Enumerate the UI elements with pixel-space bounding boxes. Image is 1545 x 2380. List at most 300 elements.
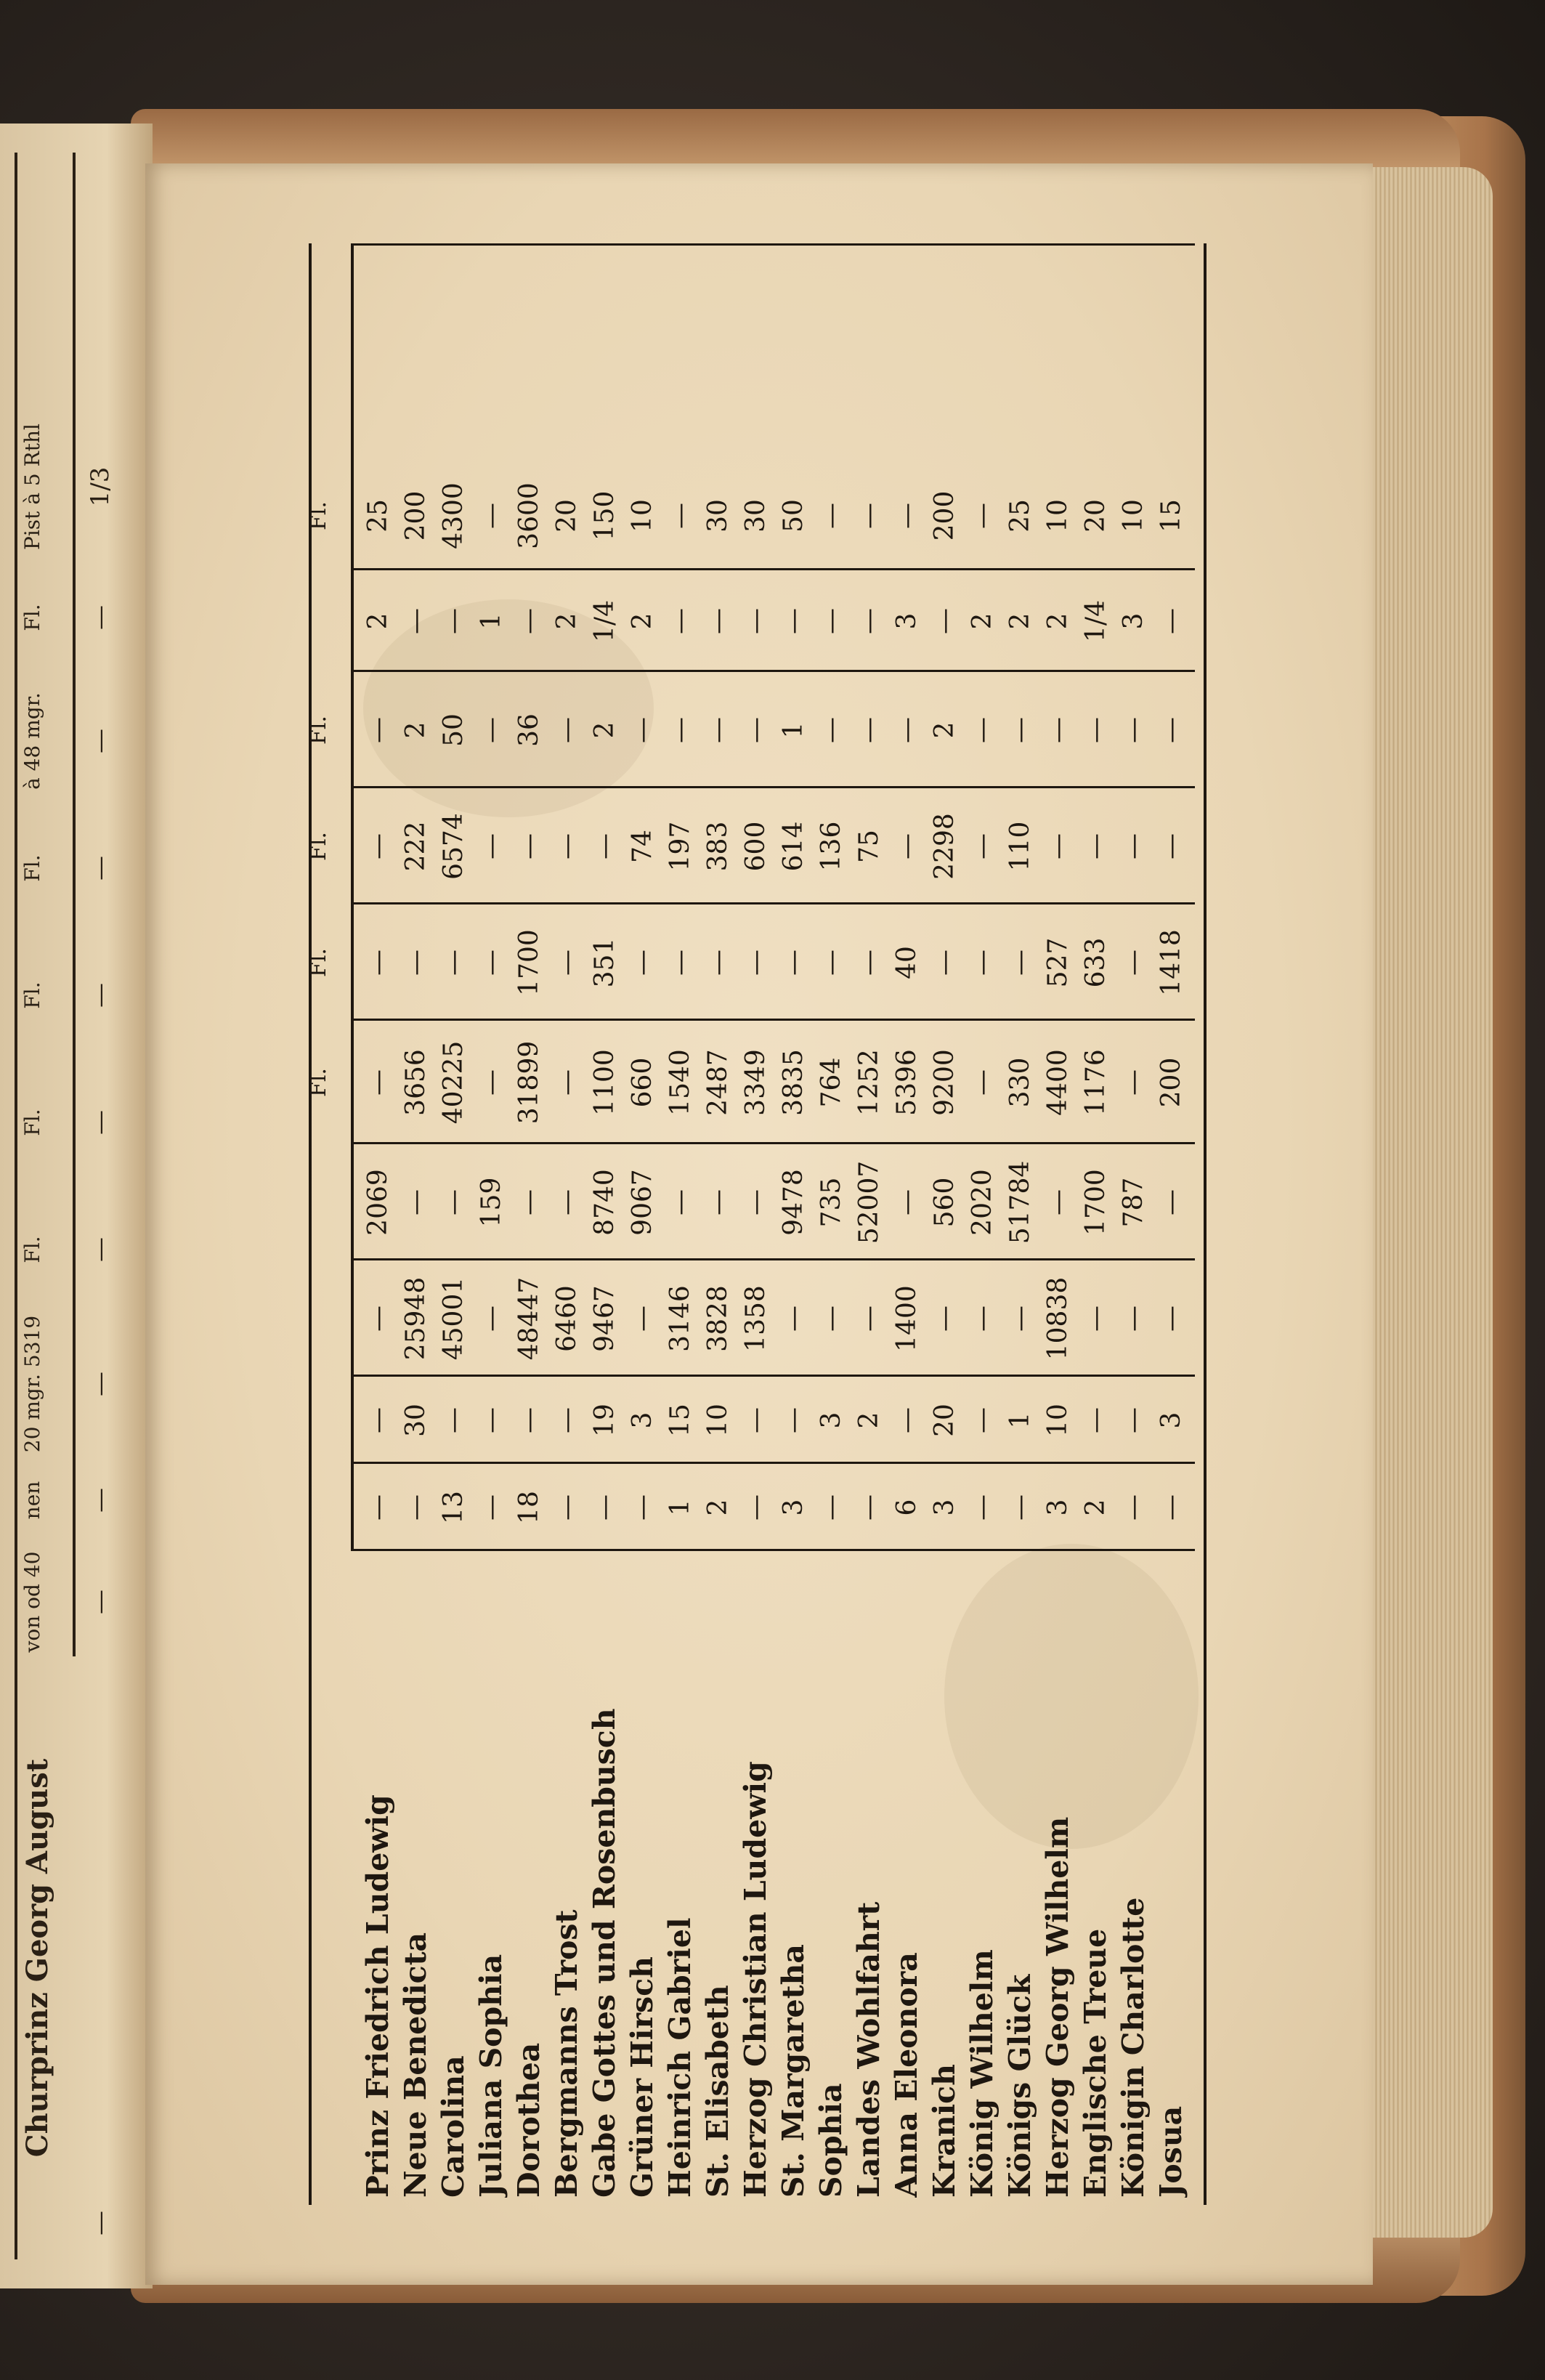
table-cell: — bbox=[892, 1189, 922, 1215]
table-cell: — bbox=[665, 717, 695, 743]
table-cell: 3 bbox=[930, 1499, 960, 1516]
table-cell: 50 bbox=[439, 713, 469, 747]
table-cell: 10 bbox=[628, 499, 657, 533]
table-cell: — bbox=[1156, 833, 1186, 859]
table-cell: — bbox=[1081, 717, 1111, 743]
left-table-cell: — bbox=[86, 1237, 115, 1262]
table-cell: — bbox=[779, 950, 808, 976]
table-cell: 1 bbox=[1005, 1412, 1035, 1429]
table-cell: 3349 bbox=[741, 1049, 771, 1116]
table-cell: — bbox=[401, 1494, 431, 1521]
table-column-header: Fl. bbox=[306, 832, 331, 861]
table-cell: 2298 bbox=[930, 813, 960, 880]
table-cell: — bbox=[1119, 1494, 1148, 1521]
table-cell: — bbox=[703, 950, 733, 976]
table-row bbox=[1077, 243, 1114, 2205]
table-cell: — bbox=[741, 1189, 771, 1215]
mine-name: Königs Glück bbox=[1002, 1974, 1037, 2198]
table-cell: 1176 bbox=[1081, 1049, 1111, 1116]
table-cell: — bbox=[816, 717, 846, 743]
left-page-table bbox=[7, 153, 145, 2259]
table-cell: 40225 bbox=[439, 1040, 469, 1125]
table-cell: 30 bbox=[741, 499, 771, 533]
table-cell: 30 bbox=[401, 1404, 431, 1437]
table-cell: — bbox=[477, 717, 506, 743]
table-cell: — bbox=[363, 950, 393, 976]
table-cell: 9200 bbox=[930, 1049, 960, 1116]
left-table-rule bbox=[15, 153, 17, 2259]
table-cell: — bbox=[930, 1306, 960, 1332]
mine-name: Prinz Friedrich Ludewig bbox=[360, 1794, 395, 2198]
table-cell: 2 bbox=[401, 721, 431, 739]
table-cell: 3 bbox=[816, 1412, 846, 1429]
mine-name: Englische Treue bbox=[1078, 1928, 1113, 2198]
table-cell: — bbox=[552, 833, 582, 859]
table-row bbox=[1115, 243, 1152, 2205]
table-cell: — bbox=[590, 833, 620, 859]
table-cell: 10 bbox=[703, 1404, 733, 1437]
left-table-cell: — bbox=[86, 983, 115, 1008]
table-cell: 15 bbox=[1156, 499, 1186, 533]
table-cell: 51784 bbox=[1005, 1160, 1035, 1244]
table-cell: — bbox=[1119, 1069, 1148, 1096]
table-row bbox=[360, 243, 397, 2205]
table-cell: — bbox=[741, 1494, 771, 1521]
table-cell: — bbox=[703, 1189, 733, 1215]
table-cell: 1 bbox=[477, 612, 506, 630]
table-cell: 3 bbox=[1119, 612, 1148, 630]
left-table-cell: 1/3 bbox=[86, 466, 115, 507]
left-table-cell: — bbox=[86, 1372, 115, 1396]
table-cell: — bbox=[1119, 1306, 1148, 1332]
table-cell: — bbox=[930, 608, 960, 634]
table-cell: — bbox=[363, 833, 393, 859]
table-cell: — bbox=[1081, 833, 1111, 859]
table-row bbox=[548, 243, 585, 2205]
left-table-header: Fl. bbox=[20, 981, 44, 1009]
mine-name: Josua bbox=[1153, 2105, 1188, 2198]
table-cell: — bbox=[779, 608, 808, 634]
table-cell: 614 bbox=[779, 821, 808, 872]
mine-name: Königin Charlotte bbox=[1116, 1897, 1151, 2198]
table-cell: — bbox=[514, 1189, 544, 1215]
mine-name: Anna Eleonora bbox=[889, 1952, 924, 2198]
table-cell: — bbox=[892, 717, 922, 743]
table-cell: 3 bbox=[628, 1412, 657, 1429]
table-column-header bbox=[309, 1377, 349, 1464]
table-cell: — bbox=[514, 608, 544, 634]
table-cell: 527 bbox=[1043, 937, 1073, 988]
table-cell: — bbox=[968, 503, 997, 529]
table-cell: — bbox=[363, 1494, 393, 1521]
table-cell: — bbox=[552, 717, 582, 743]
table-cell: — bbox=[1119, 717, 1148, 743]
table-cell: 4400 bbox=[1043, 1049, 1073, 1116]
table-cell: — bbox=[514, 833, 544, 859]
table-header-rule bbox=[351, 243, 354, 1551]
left-table-header: 20 mgr. 5319 bbox=[20, 1315, 44, 1453]
table-cell: — bbox=[1081, 1306, 1111, 1332]
table-cell: — bbox=[968, 1407, 997, 1433]
table-cell: 2 bbox=[1043, 612, 1073, 630]
left-table-header: Fl. bbox=[20, 1236, 44, 1263]
table-row bbox=[586, 243, 623, 2205]
table-cell: 560 bbox=[930, 1177, 960, 1228]
table-cell: 2 bbox=[930, 721, 960, 739]
table-row bbox=[851, 243, 888, 2205]
table-cell: 75 bbox=[854, 830, 884, 863]
table-cell: 3146 bbox=[665, 1285, 695, 1352]
mine-name: Grüner Hirsch bbox=[625, 1956, 660, 2198]
table-cell: 8740 bbox=[590, 1169, 620, 1236]
table-cell: — bbox=[1119, 1407, 1148, 1433]
table-cell: 25 bbox=[1005, 499, 1035, 533]
left-table-header: Churprinz Georg August bbox=[20, 1758, 54, 2158]
table-cell: — bbox=[1156, 1494, 1186, 1521]
table-cell: 13 bbox=[439, 1491, 469, 1524]
table-cell: 18 bbox=[514, 1491, 544, 1524]
mine-name: Carolina bbox=[436, 2055, 471, 2198]
table-cell: 197 bbox=[665, 821, 695, 872]
table-cell: 1/4 bbox=[1081, 600, 1111, 642]
table-cell: 20 bbox=[552, 499, 582, 533]
table-cell: 3828 bbox=[703, 1285, 733, 1352]
mine-name: Heinrich Gabriel bbox=[662, 1917, 697, 2198]
table-cell: 2 bbox=[968, 612, 997, 630]
table-cell: 10 bbox=[1119, 499, 1148, 533]
table-cell: — bbox=[703, 717, 733, 743]
table-cell: — bbox=[779, 1407, 808, 1433]
table-cell: — bbox=[628, 717, 657, 743]
table-cell: — bbox=[439, 950, 469, 976]
table-row bbox=[397, 243, 434, 2205]
table-row bbox=[1153, 243, 1190, 2205]
table-column-header: Fl. bbox=[306, 1068, 331, 1097]
left-table-cell: — bbox=[86, 1488, 115, 1513]
table-cell: 74 bbox=[628, 830, 657, 863]
mine-name: Herzog Christian Ludewig bbox=[738, 1761, 773, 2198]
table-cell: — bbox=[477, 1407, 506, 1433]
table-cell: — bbox=[363, 1306, 393, 1332]
table-cell: 6574 bbox=[439, 813, 469, 880]
table-row bbox=[888, 243, 925, 2205]
table-cell: — bbox=[439, 608, 469, 634]
left-table-cell: — bbox=[86, 605, 115, 630]
table-cell: 1418 bbox=[1156, 929, 1186, 996]
rotated-table-wrapper bbox=[306, 243, 1209, 2205]
table-cell: — bbox=[628, 1306, 657, 1332]
left-facing-page bbox=[0, 124, 153, 2288]
table-cell: 25 bbox=[363, 499, 393, 533]
table-cell: — bbox=[363, 717, 393, 743]
table-cell: 2 bbox=[363, 612, 393, 630]
table-row bbox=[926, 243, 963, 2205]
table-cell: — bbox=[401, 1189, 431, 1215]
table-row bbox=[964, 243, 1001, 2205]
mine-name: Dorothea bbox=[511, 2042, 546, 2198]
table-cell: 222 bbox=[401, 821, 431, 872]
table-cell: 9478 bbox=[779, 1169, 808, 1236]
table-cell: — bbox=[854, 717, 884, 743]
table-cell: 150 bbox=[590, 490, 620, 541]
table-cell: 136 bbox=[816, 821, 846, 872]
table-cell: 25948 bbox=[401, 1276, 431, 1361]
table-column-header: Fl. bbox=[306, 501, 331, 530]
table-cell: — bbox=[665, 503, 695, 529]
table-cell: — bbox=[628, 950, 657, 976]
left-table-header: von od 40 bbox=[20, 1551, 44, 1653]
table-cell: 1700 bbox=[1081, 1169, 1111, 1236]
left-table-header: à 48 mgr. bbox=[20, 692, 44, 790]
table-cell: — bbox=[1119, 950, 1148, 976]
table-cell: 31899 bbox=[514, 1040, 544, 1125]
table-cell: 2 bbox=[703, 1499, 733, 1516]
table-cell: — bbox=[477, 503, 506, 529]
table-cell: 2 bbox=[854, 1412, 884, 1429]
table-row bbox=[699, 243, 737, 2205]
table-cell: — bbox=[477, 1494, 506, 1521]
table-cell: 351 bbox=[590, 937, 620, 988]
table-cell: — bbox=[1005, 1306, 1035, 1332]
table-cell: — bbox=[741, 950, 771, 976]
left-table-cell: — bbox=[86, 1110, 115, 1135]
table-cell: 10838 bbox=[1043, 1276, 1073, 1361]
left-table-rule bbox=[73, 153, 76, 1656]
table-cell: 3 bbox=[779, 1499, 808, 1516]
table-cell: 383 bbox=[703, 821, 733, 872]
table-column-header bbox=[309, 1144, 349, 1260]
table-bottom-rule bbox=[1204, 243, 1207, 2205]
mine-name: Neue Benedicta bbox=[398, 1932, 433, 2198]
table-cell: — bbox=[363, 1407, 393, 1433]
table-cell: — bbox=[1043, 1189, 1073, 1215]
table-cell: — bbox=[1156, 1306, 1186, 1332]
table-cell: 3 bbox=[1156, 1412, 1186, 1429]
table-cell: 10 bbox=[1043, 499, 1073, 533]
mine-name: Bergmanns Trost bbox=[549, 1909, 584, 2198]
table-cell: 5396 bbox=[892, 1049, 922, 1116]
mine-name: Gabe Gottes und Rosenbusch bbox=[587, 1708, 622, 2198]
mine-name: Landes Wohlfahrt bbox=[851, 1901, 886, 2198]
left-table-header: Pist à 5 Rthl bbox=[20, 424, 44, 550]
table-cell: — bbox=[552, 1494, 582, 1521]
table-cell: 30 bbox=[703, 499, 733, 533]
right-page bbox=[145, 163, 1373, 2285]
table-cell: 2 bbox=[628, 612, 657, 630]
table-cell: 2487 bbox=[703, 1049, 733, 1116]
table-cell: — bbox=[892, 503, 922, 529]
left-table-cell: — bbox=[86, 856, 115, 881]
table-cell: 9067 bbox=[628, 1169, 657, 1236]
table-cell: — bbox=[968, 717, 997, 743]
table-cell: 40 bbox=[892, 946, 922, 979]
table-cell: 2069 bbox=[363, 1169, 393, 1236]
table-cell: — bbox=[892, 1407, 922, 1433]
table-cell: — bbox=[1119, 833, 1148, 859]
table-cell: 48447 bbox=[514, 1276, 544, 1361]
mine-name: St. Margaretha bbox=[776, 1944, 811, 2198]
left-table-header: Fl. bbox=[20, 1109, 44, 1136]
table-cell: 1358 bbox=[741, 1285, 771, 1352]
table-cell: — bbox=[854, 1306, 884, 1332]
table-cell: — bbox=[477, 950, 506, 976]
table-cell: — bbox=[854, 1494, 884, 1521]
mine-yield-table bbox=[306, 243, 1209, 2205]
table-cell: 600 bbox=[741, 821, 771, 872]
table-cell: 45001 bbox=[439, 1276, 469, 1361]
table-cell: 1540 bbox=[665, 1049, 695, 1116]
table-cell: — bbox=[552, 1069, 582, 1096]
table-cell: 15 bbox=[665, 1404, 695, 1437]
table-cell: — bbox=[401, 608, 431, 634]
table-cell: — bbox=[1156, 717, 1186, 743]
table-cell: — bbox=[665, 1189, 695, 1215]
table-cell: 52007 bbox=[854, 1160, 884, 1244]
mine-name: St. Elisabeth bbox=[700, 1985, 735, 2198]
table-cell: — bbox=[816, 1494, 846, 1521]
table-cell: — bbox=[363, 1069, 393, 1096]
table-cell: 9467 bbox=[590, 1285, 620, 1352]
table-cell: 1700 bbox=[514, 929, 544, 996]
table-cell: 660 bbox=[628, 1057, 657, 1108]
table-cell: — bbox=[741, 608, 771, 634]
table-row bbox=[813, 243, 850, 2205]
table-cell: — bbox=[1005, 717, 1035, 743]
table-cell: 1252 bbox=[854, 1049, 884, 1116]
left-table-header: Fl. bbox=[20, 854, 44, 882]
table-cell: — bbox=[1043, 833, 1073, 859]
table-cell: 10 bbox=[1043, 1404, 1073, 1437]
mine-name: König Wilhelm bbox=[965, 1949, 999, 2198]
table-cell: 1/4 bbox=[590, 600, 620, 642]
table-cell: — bbox=[930, 950, 960, 976]
table-cell: — bbox=[628, 1494, 657, 1521]
table-cell: — bbox=[968, 1494, 997, 1521]
table-cell: — bbox=[741, 717, 771, 743]
left-table-cell: — bbox=[86, 1590, 115, 1614]
table-cell: — bbox=[439, 1407, 469, 1433]
table-cell: — bbox=[1043, 717, 1073, 743]
table-cell: — bbox=[665, 950, 695, 976]
table-cell: 633 bbox=[1081, 937, 1111, 988]
table-cell: 1100 bbox=[590, 1049, 620, 1116]
table-cell: 330 bbox=[1005, 1057, 1035, 1108]
table-column-header bbox=[309, 570, 349, 672]
table-cell: 2 bbox=[590, 721, 620, 739]
table-cell: 764 bbox=[816, 1057, 846, 1108]
table-cell: 36 bbox=[514, 713, 544, 747]
table-cell: 6 bbox=[892, 1499, 922, 1516]
table-cell: — bbox=[514, 1407, 544, 1433]
table-cell: — bbox=[477, 833, 506, 859]
table-cell: — bbox=[477, 1069, 506, 1096]
table-cell: 200 bbox=[1156, 1057, 1186, 1108]
table-cell: — bbox=[968, 950, 997, 976]
table-row bbox=[624, 243, 661, 2205]
table-cell: 20 bbox=[930, 1404, 960, 1437]
table-cell: 787 bbox=[1119, 1177, 1148, 1228]
table-row bbox=[1002, 243, 1039, 2205]
table-cell: — bbox=[968, 1069, 997, 1096]
table-cell: — bbox=[1156, 608, 1186, 634]
table-cell: — bbox=[1005, 950, 1035, 976]
table-cell: — bbox=[552, 1407, 582, 1433]
table-cell: — bbox=[401, 950, 431, 976]
table-cell: 200 bbox=[401, 490, 431, 541]
table-cell: 159 bbox=[477, 1177, 506, 1228]
table-cell: — bbox=[1156, 1189, 1186, 1215]
page-block-edge bbox=[1373, 167, 1493, 2238]
table-cell: — bbox=[552, 950, 582, 976]
table-cell: 3656 bbox=[401, 1049, 431, 1116]
left-table-cell: — bbox=[86, 729, 115, 753]
table-row bbox=[435, 243, 472, 2205]
mine-name: Sophia bbox=[814, 2083, 848, 2198]
table-cell: — bbox=[665, 608, 695, 634]
table-cell: 1400 bbox=[892, 1285, 922, 1352]
mine-name: Kranich bbox=[927, 2064, 962, 2198]
table-row bbox=[511, 243, 548, 2205]
mine-name: Juliana Sophia bbox=[474, 1954, 508, 2198]
table-cell: — bbox=[477, 1306, 506, 1332]
table-cell: 2 bbox=[1005, 612, 1035, 630]
table-cell: — bbox=[1081, 1407, 1111, 1433]
table-cell: — bbox=[703, 608, 733, 634]
table-cell: — bbox=[892, 833, 922, 859]
table-cell: — bbox=[816, 1306, 846, 1332]
table-cell: — bbox=[816, 503, 846, 529]
table-row bbox=[662, 243, 699, 2205]
table-row bbox=[1039, 243, 1076, 2205]
table-cell: 50 bbox=[779, 499, 808, 533]
table-cell: — bbox=[779, 1306, 808, 1332]
table-cell: 200 bbox=[930, 490, 960, 541]
table-cell: — bbox=[741, 1407, 771, 1433]
table-cell: — bbox=[816, 608, 846, 634]
table-cell: 3 bbox=[1043, 1499, 1073, 1516]
table-cell: 1 bbox=[779, 721, 808, 739]
table-cell: 1 bbox=[665, 1499, 695, 1516]
table-cell: 3600 bbox=[514, 482, 544, 549]
table-cell: 4300 bbox=[439, 482, 469, 549]
table-cell: — bbox=[968, 833, 997, 859]
table-cell: — bbox=[854, 608, 884, 634]
table-cell: — bbox=[854, 503, 884, 529]
left-table-header: nen bbox=[20, 1481, 44, 1520]
table-cell: 3835 bbox=[779, 1049, 808, 1116]
table-cell: 735 bbox=[816, 1177, 846, 1228]
left-table-cell: — bbox=[86, 2211, 115, 2235]
table-cell: 6460 bbox=[552, 1285, 582, 1352]
table-cell: 2020 bbox=[968, 1169, 997, 1236]
table-row bbox=[473, 243, 510, 2205]
table-row bbox=[737, 243, 774, 2205]
table-cell: — bbox=[552, 1189, 582, 1215]
table-cell: — bbox=[854, 950, 884, 976]
left-table-header: Fl. bbox=[20, 604, 44, 631]
table-column-header bbox=[309, 1464, 349, 1551]
table-cell: 20 bbox=[1081, 499, 1111, 533]
table-row bbox=[775, 243, 812, 2205]
table-column-header bbox=[309, 1260, 349, 1377]
table-cell: 3 bbox=[892, 612, 922, 630]
table-column-header: Fl. bbox=[306, 716, 331, 745]
table-cell: 2 bbox=[1081, 1499, 1111, 1516]
table-cell: 2 bbox=[552, 612, 582, 630]
table-cell: — bbox=[439, 1189, 469, 1215]
table-cell: 110 bbox=[1005, 821, 1035, 872]
table-cell: — bbox=[816, 950, 846, 976]
